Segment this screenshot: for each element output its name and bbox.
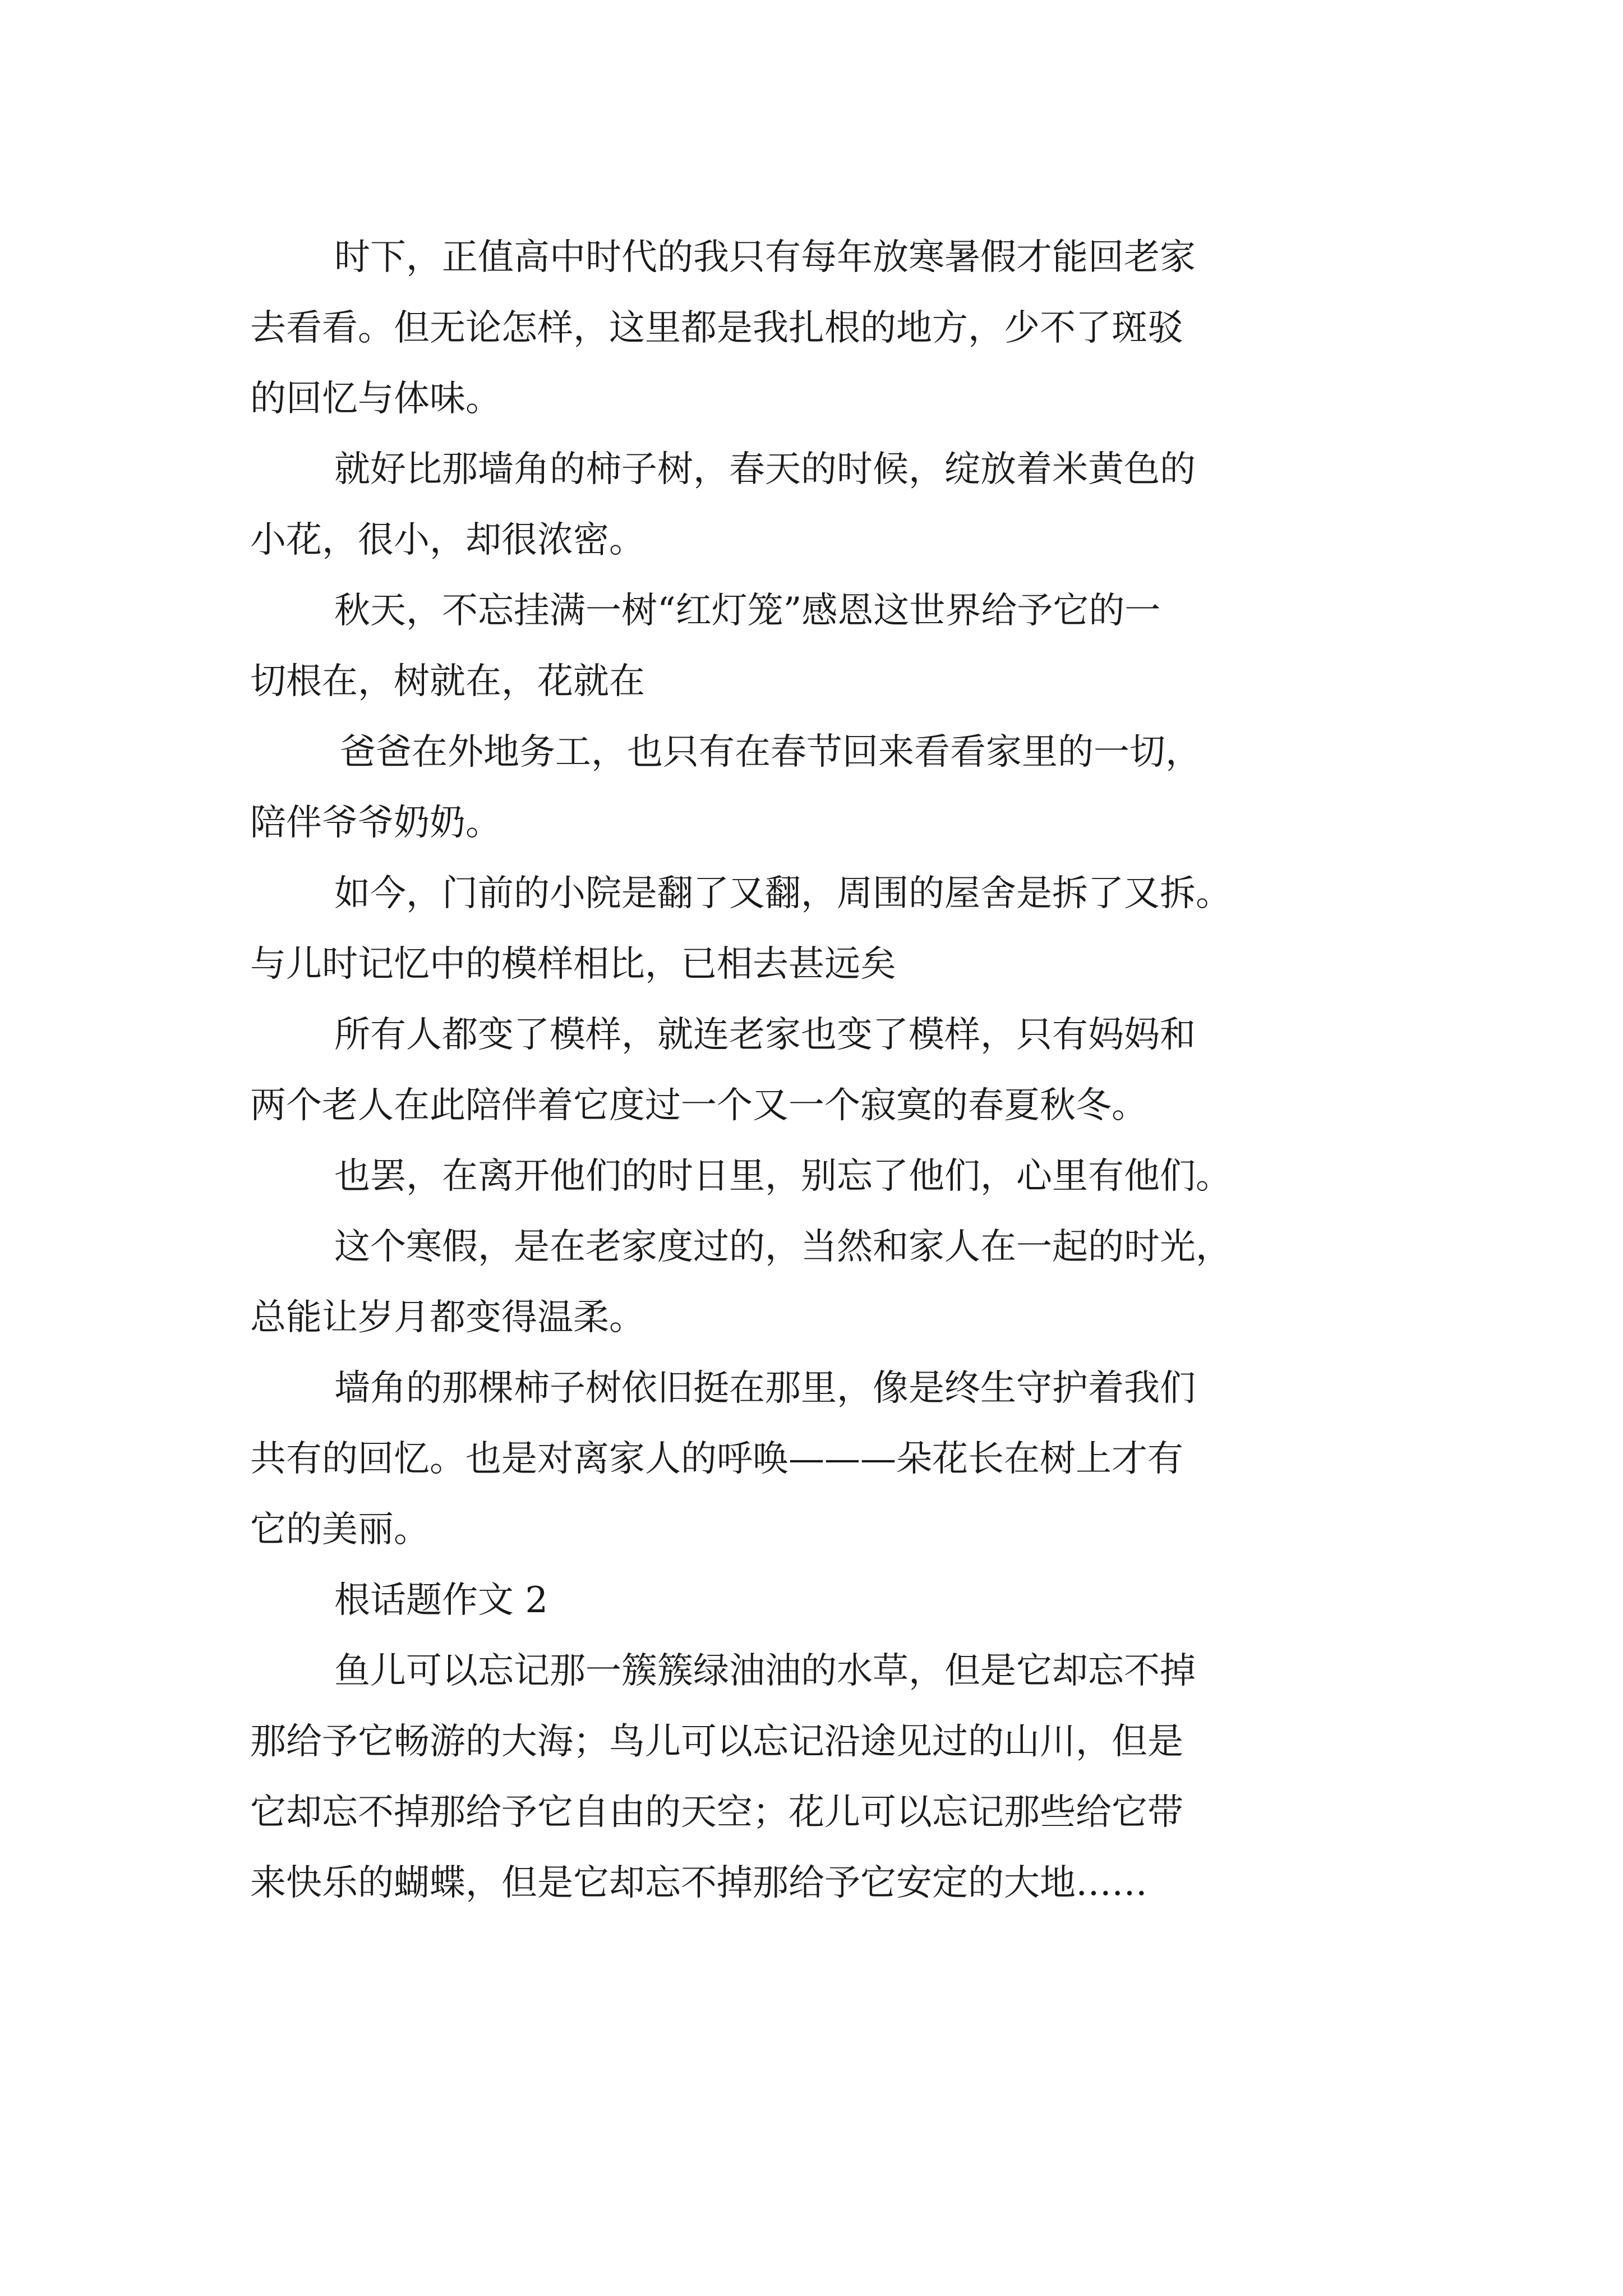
text-line: 它的美丽。 <box>250 1509 430 1550</box>
text-line: 去看看。但无论怎样，这里都是我扎根的地方，少不了斑驳 <box>250 307 1183 349</box>
text-line: 就好比那墙角的柿子树，春天的时候，绽放着米黄色的 <box>334 449 1196 490</box>
text-line: 这个寒假，是在老家度过的，当然和家人在一起的时光， <box>334 1226 1232 1268</box>
text-line: 切根在，树就在，花就在 <box>250 661 645 702</box>
text-line: 也罢，在离开他们的时日里，别忘了他们，心里有他们。 <box>334 1156 1232 1197</box>
paragraph <box>250 1000 1383 1141</box>
paragraph <box>250 222 1383 434</box>
text-line: 两个老人在此陪伴着它度过一个又一个寂寞的春夏秋冬。 <box>250 1085 1147 1126</box>
text-line: 爸爸在外地务工，也只有在春节回来看看家里的一切， <box>340 731 1201 773</box>
text-line: 时下，正值高中时代的我只有每年放寒暑假才能回老家 <box>334 237 1196 278</box>
text-line: 它却忘不掉那给予它自由的天空；花儿可以忘记那些给它带 <box>250 1792 1183 1833</box>
text-line: 那给予它畅游的大海；鸟儿可以忘记沿途见过的山川，但是 <box>250 1721 1183 1763</box>
text-line: 的回忆与体味。 <box>250 378 501 420</box>
text-line: 秋天，不忘挂满一树“红灯笼”感恩这世界给予它的一 <box>334 590 1161 632</box>
text-line: 陪伴爷爷奶奶。 <box>250 802 501 844</box>
text-line: 总能让岁月都变得温柔。 <box>250 1297 645 1338</box>
text-line: 与儿时记忆中的模样相比，已相去甚远矣 <box>250 944 896 985</box>
text-line: 鱼儿可以忘记那一簇簇绿油油的水草，但是它却忘不掉 <box>334 1650 1196 1692</box>
paragraph <box>250 1636 1383 1918</box>
paragraph <box>250 717 1383 858</box>
paragraph <box>250 1141 1383 1212</box>
text-line: 共有的回忆。也是对离家人的呼唤———朵花长在树上才有 <box>250 1438 1183 1480</box>
document-body <box>250 222 1383 1918</box>
paragraph <box>250 1353 1383 1565</box>
text-line: 墙角的那棵柿子树依旧挺在那里，像是终生守护着我们 <box>334 1368 1196 1409</box>
paragraph <box>250 434 1383 576</box>
text-line: 小花，很小，却很浓密。 <box>250 519 645 561</box>
text-line: 来快乐的蝴蝶，但是它却忘不掉那给予它安定的大地…… <box>250 1862 1147 1904</box>
paragraph <box>250 1212 1383 1353</box>
section-heading <box>250 1565 1383 1636</box>
text-line: 如今，门前的小院是翻了又翻，周围的屋舍是拆了又拆。 <box>334 873 1232 914</box>
heading-text: 根话题作文 2 <box>334 1580 548 1621</box>
text-line: 所有人都变了模样，就连老家也变了模样，只有妈妈和 <box>334 1014 1196 1056</box>
paragraph <box>250 576 1383 717</box>
paragraph <box>250 858 1383 1000</box>
